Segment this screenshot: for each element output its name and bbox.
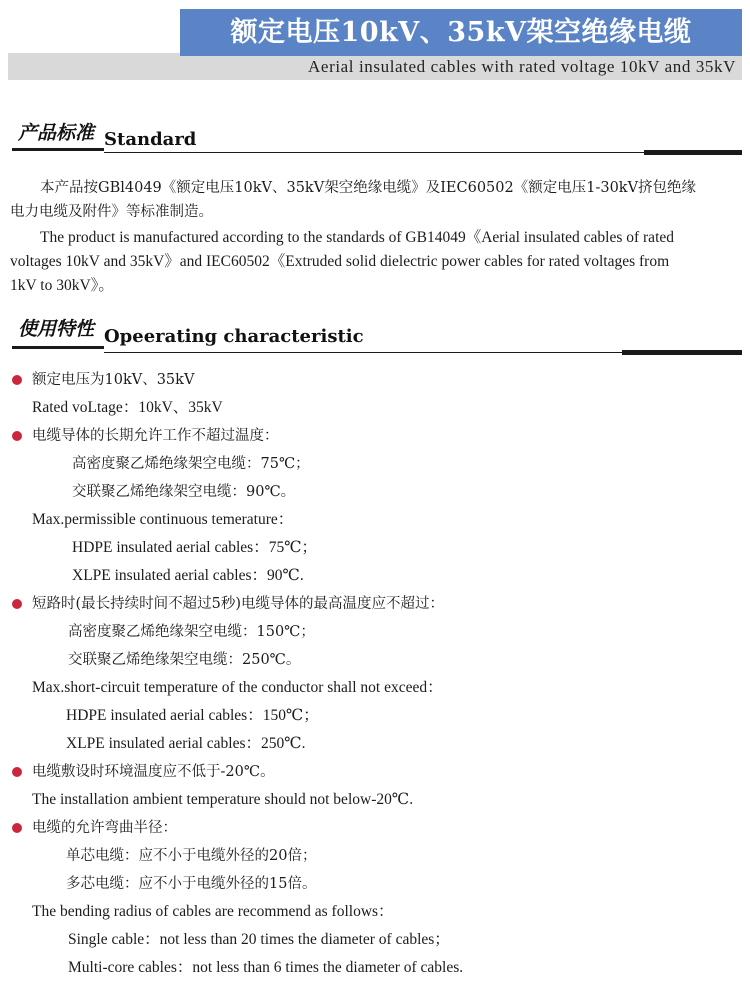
op-line-21: Single cable：not less than 20 times the diameter of cables；	[68, 931, 450, 948]
section-underline	[12, 346, 104, 349]
section-standard-header	[8, 112, 742, 162]
op-line-4: 高密度聚乙烯绝缘架空电缆：75℃；	[72, 456, 310, 472]
op-line-19: 多芯电缆：应不小于电缆外径的15倍。	[66, 876, 317, 892]
op-line-22: Multi-core cables：not less than 6 times the diameter of cables.	[68, 959, 464, 976]
section-rule	[104, 352, 624, 353]
op-line-14: XLPE insulated aerial cables：250℃.	[66, 735, 306, 752]
standard-text-cn-1: 本产品按GBl4049《额定电压10kV、35kV架空绝缘电缆》及IEC60502《额定电压1-30kV挤包绝缘	[40, 180, 697, 196]
section-underline	[12, 148, 104, 151]
op-line-15: 电缆敷设时环境温度应不低于-20℃。	[32, 764, 275, 780]
bullet-dot	[12, 375, 22, 385]
op-line-6: Max.permissible continuous temerature：	[32, 511, 294, 528]
op-line-8: XLPE insulated aerial cables：90℃.	[72, 567, 304, 584]
op-line-2: Rated voLtage：10kV、35kV	[32, 399, 223, 416]
standard-text-en-3: 1kV to 30kV》。	[10, 277, 114, 294]
op-line-9: 短路时(最长持续时间不超过5秒)电缆导体的最高温度应不超过：	[32, 596, 445, 612]
op-line-20: The bending radius of cables are recommend as follows：	[32, 903, 394, 920]
bullet-dot	[12, 431, 22, 441]
section-operating-header	[8, 308, 742, 358]
op-line-10: 高密度聚乙烯绝缘架空电缆：150℃；	[68, 624, 315, 640]
standard-text-cn-2: 电力电缆及附件》等标准制造。	[10, 204, 213, 220]
bullet-dot	[12, 599, 22, 609]
op-line-1: 额定电压为10kV、35kV	[32, 372, 195, 388]
op-line-7: HDPE insulated aerial cables：75℃；	[72, 539, 318, 556]
section-title-cn: 产品标准	[18, 122, 95, 144]
page-title: 额定电压10kV、35kV架空绝缘电缆	[230, 17, 692, 48]
op-line-18: 单芯电缆：应不小于电缆外径的20倍；	[66, 848, 317, 864]
op-line-12: Max.short-circuit temperature of the conductor shall not exceed：	[32, 679, 443, 696]
op-line-3: 电缆导体的长期允许工作不超过温度：	[32, 428, 279, 444]
section-title-en: Standard	[104, 129, 197, 150]
standard-text-en-2: voltages 10kV and 35kV》and IEC60502《Extruded solid dielectric power cables for rated voltages from	[10, 253, 670, 270]
page-subtitle: Aerial insulated cables with rated voltage 10kV and 35kV	[308, 57, 736, 76]
bullet-dot	[12, 823, 22, 833]
op-line-5: 交联聚乙烯绝缘架空电缆：90℃。	[72, 484, 296, 500]
section-title-cn: 使用特性	[18, 318, 95, 340]
standard-text-en-1: The product is manufactured according to the standards of GB14049《Aerial insulated cables of rated	[40, 229, 675, 246]
op-line-13: HDPE insulated aerial cables：150℃；	[66, 707, 319, 724]
section-title-en: Opeerating characteristic	[104, 326, 364, 347]
op-line-16: The installation ambient temperature should not below-20℃.	[32, 791, 414, 808]
section-rule-thick	[622, 350, 742, 355]
bullet-dot	[12, 767, 22, 777]
op-line-11: 交联聚乙烯绝缘架空电缆：250℃。	[68, 652, 301, 668]
section-rule-thick	[644, 150, 742, 155]
op-line-17: 电缆的允许弯曲半径：	[32, 820, 177, 836]
section-rule	[104, 152, 644, 153]
